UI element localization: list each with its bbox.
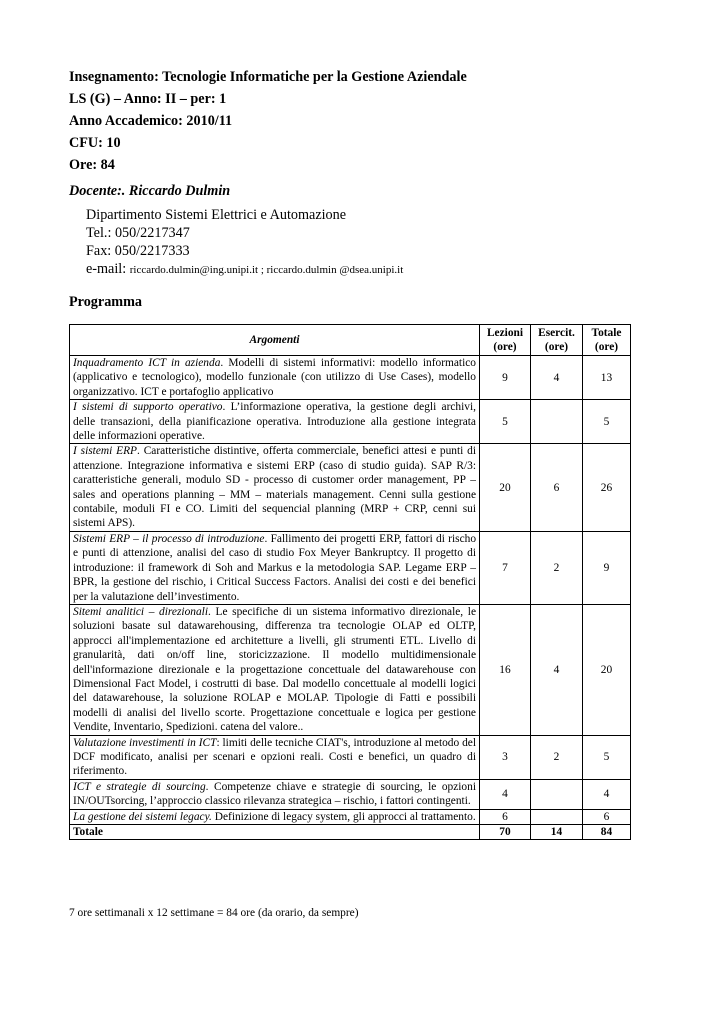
topic-cell [70,444,480,531]
topic-title: Valutazione investimenti in ICT [73,736,217,749]
totale-cell: 20 [583,604,631,735]
instructor-contact [86,206,403,278]
topic-title: Sitemi analitici – direzionali [73,605,208,618]
table-row [70,735,631,779]
footer-note: 7 ore settimanali x 12 settimane = 84 ore (da orario, da sempre) [69,907,359,919]
topic-text: . Modelli di sistemi informativi: modello informatico (applicativo e tecnologico), modello funzionale (con utilizzo di Use Cases), modello organizzativo. ICT e portafoglio applicativo [73,357,476,398]
lezioni-cell: 7 [480,531,531,604]
program-table [69,324,631,840]
lezioni-cell: 9 [480,356,531,400]
total-lezioni: 70 [480,825,531,840]
lezioni-cell: 6 [480,809,531,824]
esercit-cell: 4 [531,356,583,400]
topic-text: . Le specifiche di un sistema informativo direzionale, le soluzioni basate sul datawarehousing, differenza tra tecnologie OLAP ed OLTP, approcci all'implementazione ed architetture a livelli, gli strumenti ETL. Livello di granularità, dati on/off line, storicizzazione. Il modello multidimensionale dell'informazione direzionale e la progettazione concettuale del datawarehouse con Dimensional Fact Model, i costrutti di base. Dal modello concettuale al modelli logici del datawarehouse, la soluzione ROLAP e MOLAP. Tipologie di Fatti e possibili modelli di analisi del livello scorte. Progettazione concettuale e logica per gestione Vendite, Inventario, Spedizioni. catena del valore.. [73,605,476,734]
topic-text: : limiti delle tecniche CIAT's, introduzione al metodo del DCF modificato, analisi per scenari e opzioni reali. Costi e benefici, un quadro di riferimento. [73,736,476,778]
table-row [70,809,631,824]
totale-cell: 5 [583,735,631,779]
lezioni-cell: 4 [480,779,531,809]
topic-text: . Competenze chiave e strategie di sourcing, le opzioni IN/OUTsorcing, l’approccio classico rilevanza strategica – rischio, i fattori contingenti. [73,780,476,808]
academic-year: Anno Accademico: 2010/11 [69,113,233,129]
esercit-cell [531,809,583,824]
column-header-totale: Totale (ore) [583,325,631,356]
topic-title: Sistemi ERP – il processo di introduzione [73,532,265,545]
topic-title: Inquadramento ICT in azienda [73,357,221,369]
lezioni-cell: 16 [480,604,531,735]
table-row [70,444,631,531]
totale-cell: 26 [583,444,631,531]
topic-text: . Fallimento dei progetti ERP, fattori di rischo e punti di attenzione, analisi del caso di studio Fox Meyer Bankruptcy. Il progetto di introduzione: il framework di Soh and Markus e la metodologia SAP. Legame ERP – BPR, la gestione del rischio, i Critical Success Factors. Analisi dei costi e dei benefici per la valutazione dell’investimento. [73,532,477,603]
fax: Fax: 050/2217333 [86,243,190,259]
total-esercit: 14 [531,825,583,840]
column-header-lezioni: Lezioni (ore) [480,325,531,356]
topic-text: Definizione di legacy system, gli approcci al trattamento. [211,810,476,823]
topic-text: . Caratteristiche distintive, offerta commerciale, benefici attesi e punti di attenzione. Integrazione informativa e sistemi ERP (caso di studio guida). SAP R/3: caratteristiche generali, modulo SD - processo di customer order management, PP – sales and operations planning – MM – materials management. Cenni sulla gestione contabile, moduli FI e CO. Limiti del sequencial planning (MRP + CRP, cenni sui sistemi APS). [73,445,476,530]
instructor-title: Docente:. Riccardo Dulmin [69,183,231,199]
lezioni-cell: 20 [480,444,531,531]
total-row [70,825,631,840]
lezioni-cell: 3 [480,735,531,779]
topic-title: ICT e strategie di sourcing [73,780,206,793]
total-totale: 84 [583,825,631,840]
course-credits: CFU: 10 [69,135,121,151]
totale-cell: 5 [583,400,631,444]
esercit-cell: 2 [531,735,583,779]
course-level: LS (G) – Anno: II – per: 1 [69,91,227,107]
phone: Tel.: 050/2217347 [86,225,190,241]
email-line [86,260,403,278]
total-label: Totale [70,825,480,840]
esercit-cell: 6 [531,444,583,531]
course-hours: Ore: 84 [69,157,115,173]
totale-cell: 13 [583,356,631,400]
esercit-cell [531,400,583,444]
topic-cell [70,735,480,779]
topic-cell [70,604,480,735]
topic-title: La gestione dei sistemi legacy. [73,810,212,823]
table-row [70,356,631,400]
topic-title: I sistemi di supporto operativo [73,401,223,414]
topic-cell [70,779,480,809]
table-row [70,779,631,809]
column-header-argomenti: Argomenti [70,325,480,356]
lezioni-cell: 5 [480,400,531,444]
table-row [70,400,631,444]
email-address[interactable]: riccardo.dulmin@ing.unipi.it ; riccardo.dulmin @dsea.unipi.it [129,264,404,276]
course-header [69,66,467,176]
topic-cell [70,356,480,400]
esercit-cell: 2 [531,531,583,604]
topic-cell [70,809,480,824]
column-header-esercit: Esercit. (ore) [531,325,583,356]
totale-cell: 6 [583,809,631,824]
table-row [70,604,631,735]
topic-cell [70,400,480,444]
topic-cell [70,531,480,604]
program-title: Programma [69,294,143,310]
department: Dipartimento Sistemi Elettrici e Automazione [86,207,347,223]
totale-cell: 4 [583,779,631,809]
table-header-row [70,325,631,356]
totale-cell: 9 [583,531,631,604]
topic-text: . L’informazione operativa, la gestione degli archivi, delle transazioni, della pianificazione operativa. Introduzione alla gestione integrata delle informazioni operative. [73,401,476,443]
esercit-cell [531,779,583,809]
course-name: Insegnamento: Tecnologie Informatiche per la Gestione Aziendale [69,69,467,85]
esercit-cell: 4 [531,604,583,735]
topic-title: I sistemi ERP [73,445,138,458]
email-label: e-mail: [86,261,130,277]
table-row [70,531,631,604]
